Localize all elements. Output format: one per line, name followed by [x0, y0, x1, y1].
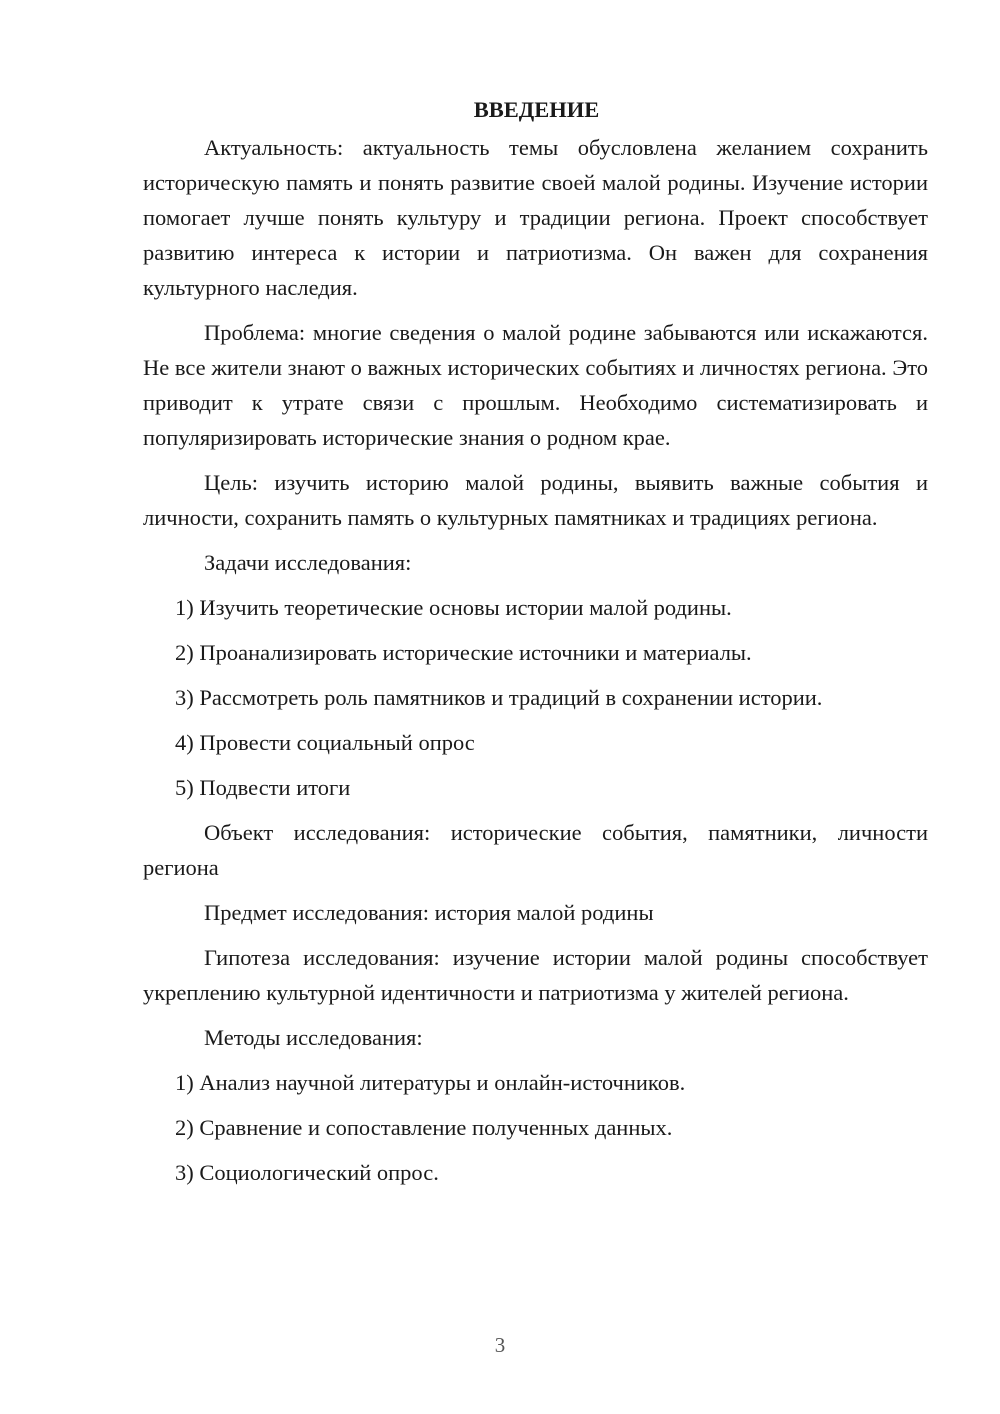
task-item: 5) Подвести итоги — [175, 775, 351, 800]
method-item: 3) Социологический опрос. — [175, 1160, 439, 1185]
methods-label: Методы исследования: — [204, 1025, 423, 1050]
method-item: 2) Сравнение и сопоставление полученных данных. — [175, 1115, 673, 1140]
hypothesis-paragraph: Гипотеза исследования: изучение истории малой родины способствует укреплению культурной идентичности и патриотизма у жителей региона. — [143, 945, 928, 1005]
goal-paragraph: Цель: изучить историю малой родины, выявить важные события и личности, сохранить память о культурных памятниках и традициях региона. — [143, 470, 928, 530]
method-item: 1) Анализ научной литературы и онлайн-источников. — [175, 1070, 686, 1095]
object-paragraph: Объект исследования: исторические события, памятники, личности региона — [143, 820, 928, 880]
task-item: 1) Изучить теоретические основы истории малой родины. — [175, 595, 732, 620]
relevance-paragraph: Актуальность: актуальность темы обусловлена желанием сохранить историческую память и понять развитие своей малой родины. Изучение истории помогает лучше понять культуру и традиции региона. Проект способствует развитию интереса к истории и патриотизма. Он важен для сохранения культурного наследия. — [143, 135, 928, 300]
task-item: 3) Рассмотреть роль памятников и традиций в сохранении истории. — [175, 685, 823, 710]
document-page — [143, 92, 928, 1200]
task-item: 4) Провести социальный опрос — [175, 730, 475, 755]
task-item: 2) Проанализировать исторические источники и материалы. — [175, 640, 752, 665]
section-heading: ВВЕДЕНИЕ — [473, 97, 600, 122]
tasks-label: Задачи исследования: — [204, 550, 412, 575]
page-number: 3 — [494, 1333, 506, 1357]
subject-paragraph: Предмет исследования: история малой родины — [204, 900, 654, 925]
problem-paragraph: Проблема: многие сведения о малой родине забываются или искажаются. Не все жители знают о важных исторических событиях и личностях региона. Это приводит к утрате связи с прошлым. Необходимо систематизировать и популяризировать исторические знания о родном крае. — [143, 320, 928, 450]
